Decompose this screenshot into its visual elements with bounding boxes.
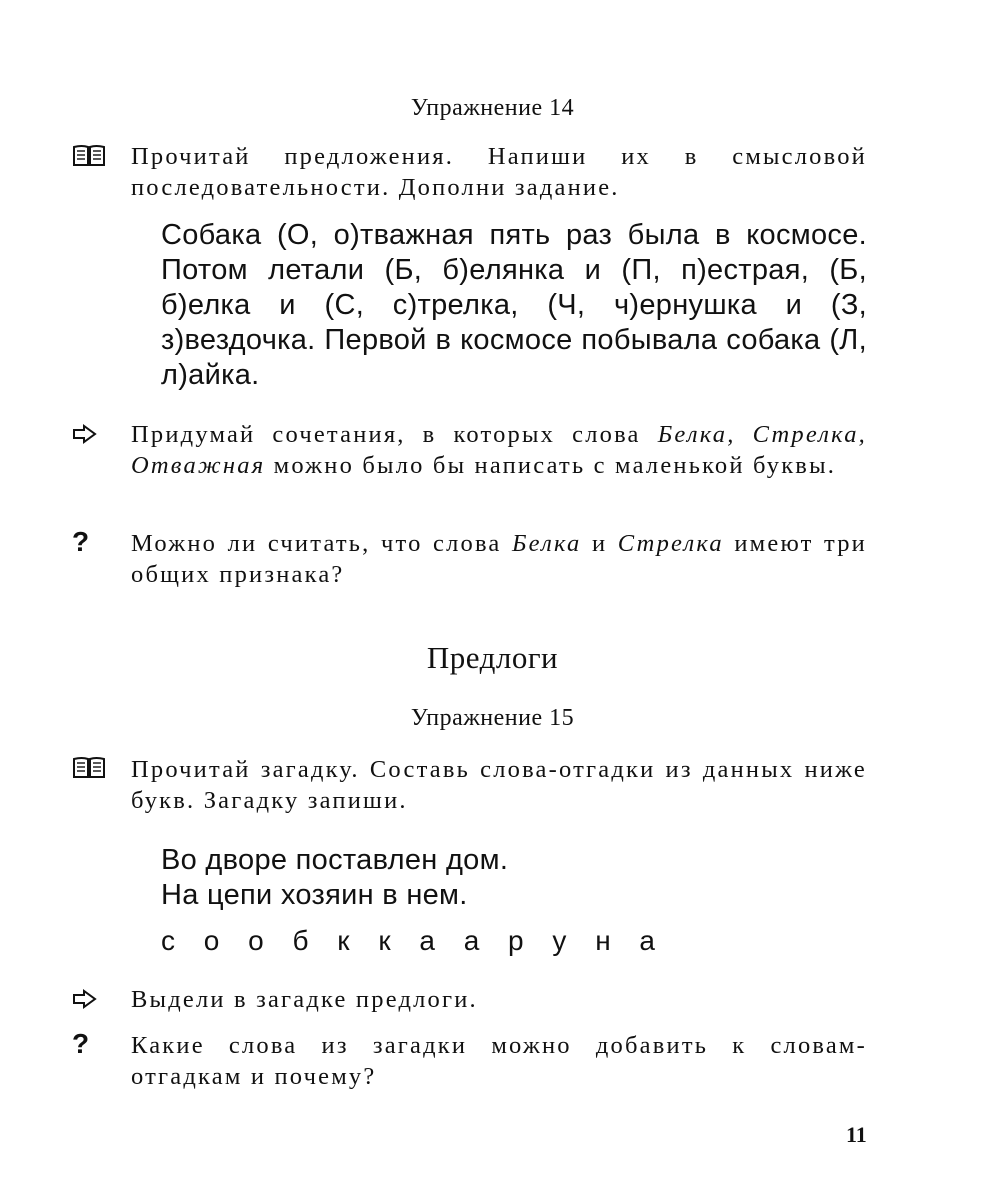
arrow-right-icon xyxy=(72,985,108,1013)
question-icon: ? xyxy=(72,1028,90,1059)
exercise-14-task: Прочитай предложения. Напиши их в смысловой последовательности. Дополни задание. xyxy=(131,143,867,201)
book-icon xyxy=(72,142,108,170)
exercise-14-question: Можно ли считать, что слова Белка и Стрелка имеют три общих признака? xyxy=(131,530,867,588)
exercise-15-question: Какие слова из загадки можно добавить к словам-отгадкам и почему? xyxy=(131,1032,867,1090)
letters-set: с о о б к к а а р у н а xyxy=(161,925,666,956)
exercise-15-title: Упражнение 15 xyxy=(410,705,575,731)
exercise-15-arrow-task: Выдели в загадке предлоги. xyxy=(131,986,478,1013)
riddle-line-2: На цепи хозяин в нем. xyxy=(161,879,468,911)
book-icon xyxy=(72,754,108,782)
exercise-15-task: Прочитай загадку. Составь слова-отгадки из данных ниже букв. Загадку запиши. xyxy=(131,756,867,814)
exercise-14-arrow-task: Придумай сочетания, в которых слова Белка, Стрелка, Отважная можно было бы написать с маленькой буквы. xyxy=(131,421,867,479)
riddle-line-1: Во дворе поставлен дом. xyxy=(161,844,509,876)
section-title: Предлоги xyxy=(426,640,559,675)
arrow-right-icon xyxy=(72,420,108,448)
exercise-14-title: Упражнение 14 xyxy=(410,95,575,121)
exercise-14-text: Собака (О, о)тважная пять раз была в космосе. Потом летали (Б, б)елянка и (П, п)естрая, (Б, б)елка и (С, с)трелка, (Ч, ч)ернушка и (З, з)вездочка. Первой в космосе побывала собака (Л, л)айка. xyxy=(161,219,867,391)
question-icon: ? xyxy=(72,526,90,557)
page-number: 11 xyxy=(846,1122,867,1147)
